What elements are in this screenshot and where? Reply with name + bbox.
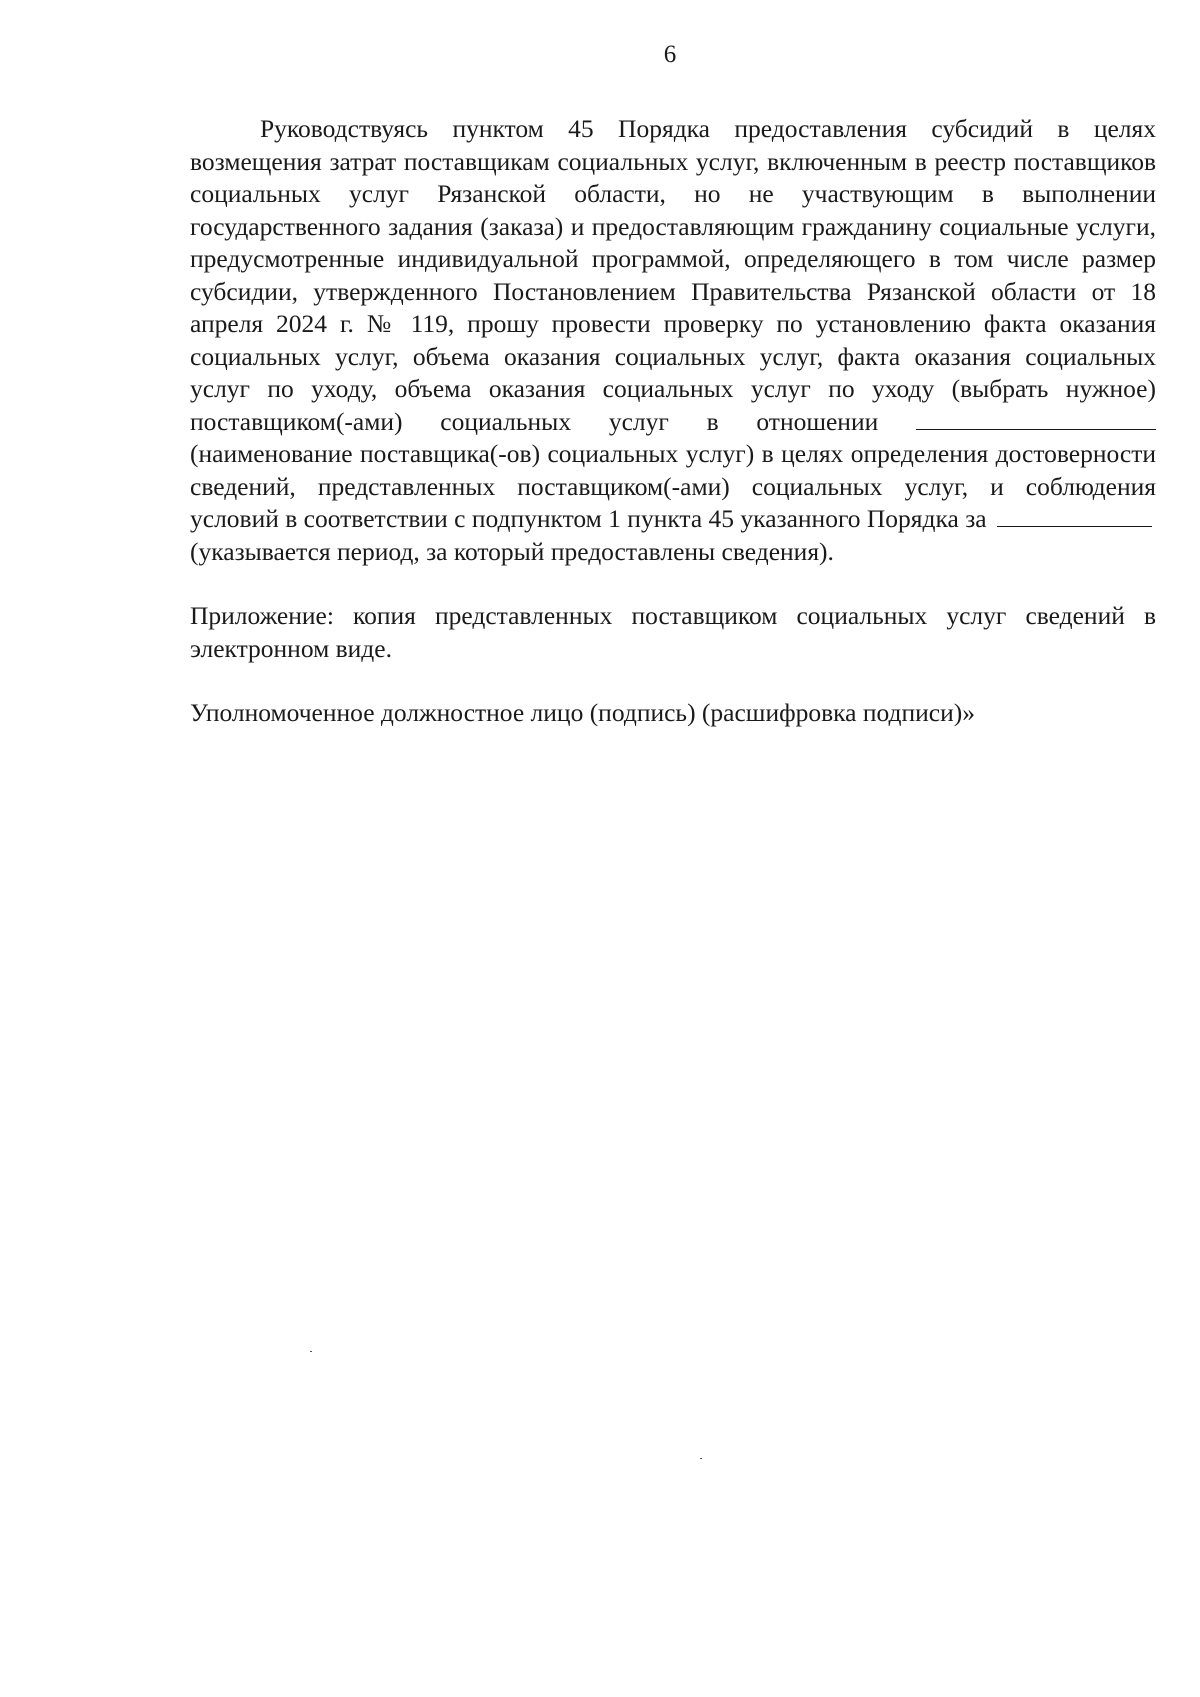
main-paragraph-part3: (указывается период, за который предоставлены сведения). xyxy=(190,536,834,566)
provider-name-blank xyxy=(916,409,1156,430)
main-paragraph-part1: Руководствуясь пунктом 45 Порядка предоставления субсидий в целях возмещения затрат поставщикам социальных услуг, включенным в реестр поставщиков социальных услуг Рязанской области, но не участвующим в выполнении государственного задания (заказа) и предоставляющим гражданину социальные услуги, предусмотренные индивидуальной программой, определяющего в том числе размер субсидии, утвержденного Постановлением Правительства Рязанской области от 18 апреля 2024 г. № 119, прошу провести проверку по установлению факта оказания социальных услуг, объема оказания социальных услуг, факта оказания социальных услуг по уходу, объема оказания социальных услуг по уходу (выбрать нужное) поставщиком(-ами) социальных услуг в отношении xyxy=(190,114,1156,436)
main-paragraph xyxy=(190,113,1156,568)
scan-speck xyxy=(310,1351,312,1352)
signature-line: Уполномоченное должностное лицо (подпись) (расшифровка подписи)» xyxy=(190,698,975,727)
document-body xyxy=(190,113,1156,730)
main-paragraph-part2: (наименование поставщика(-ов) социальных услуг) в целях определения достоверности сведений, представленных поставщиком(-ами) социальных услуг, и соблюдения условий в соответствии с подпунктом 1 пункта 45 указанного Порядка за xyxy=(190,439,1156,533)
page-number: 6 xyxy=(663,41,677,68)
scan-speck xyxy=(700,1458,702,1459)
paragraph-gap xyxy=(190,568,1156,600)
paragraph-gap xyxy=(190,665,1156,697)
attachment-paragraph: Приложение: копия представленных поставщиком социальных услуг сведений в электронном виде. xyxy=(190,601,1156,663)
period-blank xyxy=(997,506,1152,527)
